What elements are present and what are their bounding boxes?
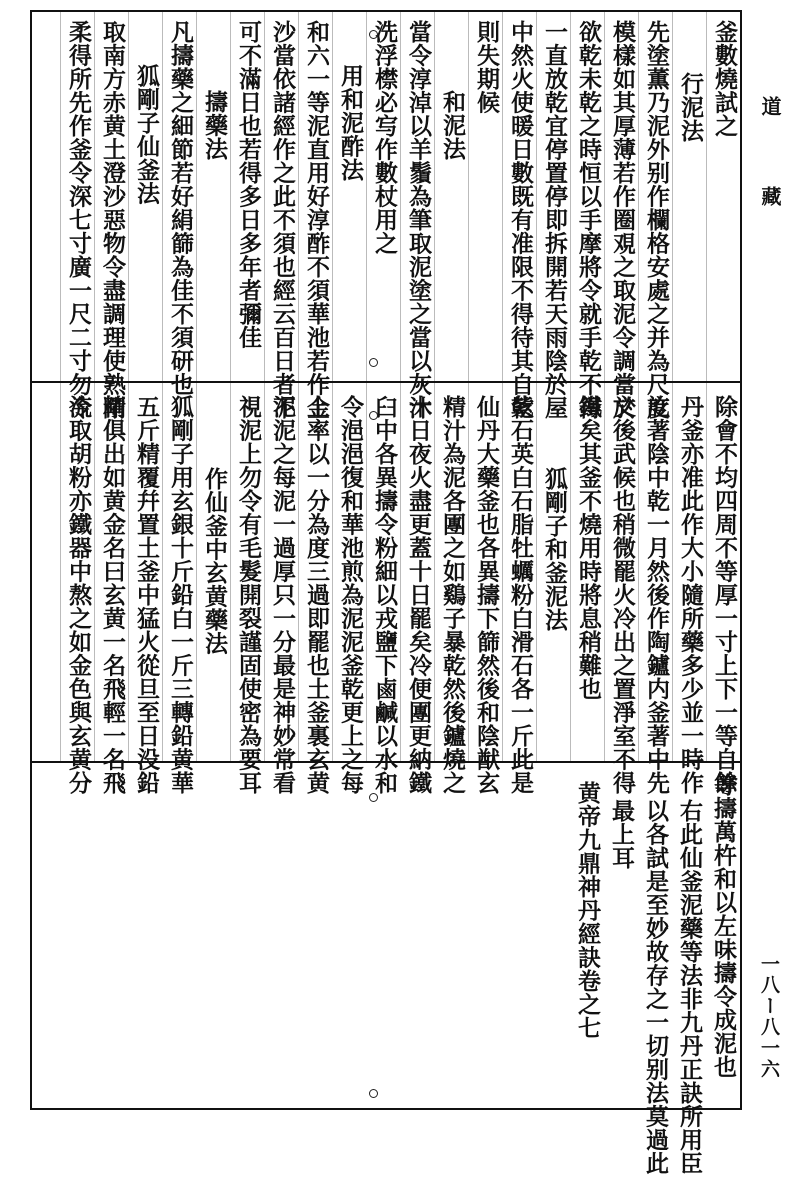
circle-mark (369, 30, 378, 39)
page-frame (30, 10, 742, 1175)
text-column: 臼中各異擣令粉細以戎鹽下鹵鹹以水和 (371, 395, 398, 795)
text-column: 精俱出如黄金名曰玄黄一名飛輕一名飛 (99, 395, 126, 795)
top-text-block (32, 12, 740, 420)
text-column: 視泥上勿令有毛髮開裂謹固使密為要耳 (235, 395, 262, 795)
text-column: 紫石英白石脂牡蠣粉白滑石各一斤此是 (507, 395, 534, 795)
text-column: 丹釜亦准此作大小隨所藥多少並一時作 (677, 395, 704, 795)
text-column: 右此仙釜泥藥等法非九丹正訣所用臣 (676, 799, 703, 1175)
text-column: 沙當依諸經作之此不須也經云百日者不 (269, 20, 296, 420)
text-column: 可不滿日也若得多日多年者彌佳 (235, 20, 262, 349)
text-column: 和六一等泥直用好淳酢不須華池若作金 (303, 20, 330, 420)
middle-text-block (32, 383, 740, 795)
text-column: 狐剛子用玄銀十斤鉛白一斤三轉鉛黄華 (167, 395, 194, 795)
text-column: 令浥浥復和華池煎為泥泥釜乾更上之每 (337, 395, 364, 795)
text-column: 以各試是至妙故存之一切别法莫過此 (642, 799, 669, 1175)
scroll-end-title: 黄帝九鼎神丹經訣卷之七 (574, 781, 601, 1040)
text-column: 柔得所先作釜令深七寸廣一尺二寸勿令 (65, 20, 92, 420)
text-column: 精汁為泥各團之如鷄子暴乾然後鑪燒之 (439, 395, 466, 795)
text-column: 等擣萬杵和以左味擣令成泥也 (710, 773, 737, 1079)
text-column: 文後武候也稍微罷火冷出之置淨室不得 (609, 395, 636, 795)
text-column: 最上耳 (608, 799, 635, 870)
section-heading: 行泥法 (677, 72, 704, 143)
collection-label-dao: 道 (758, 96, 782, 116)
text-column: 則失期候 (473, 20, 500, 114)
section-heading: 狐剛子和釜泥法 (541, 467, 568, 632)
text-column: 中然火使暖日數既有准限不得待其自乾 (507, 20, 534, 420)
circle-mark (369, 1089, 378, 1098)
section-heading: 擣藥法 (201, 90, 228, 161)
text-column: 一直放乾宜停置停即拆開若天雨陰於屋 (541, 20, 568, 420)
text-column: 模樣如其厚薄若作圈覌之取泥令調當於 (609, 20, 636, 420)
text-column: 當令淳淖以羊鬚為筆取泥塗之當以灰沐 (405, 20, 432, 420)
text-column: 十日夜火盡更蓋十日罷矣冷便團更納鐵 (405, 395, 432, 795)
text-column: 除會不均四周不等厚一寸上下一等自餘 (711, 395, 738, 795)
circle-mark (369, 411, 378, 420)
text-column: 取南方赤黄土澄沙惡物令盡調理使熟剛 (99, 20, 126, 420)
text-column: 五斤精覆幷置土釜中猛火從旦至日没鉛 (133, 395, 160, 795)
section-heading: 和泥法 (439, 90, 466, 161)
bottom-text-block (32, 763, 740, 1175)
text-column: 泥泥之每泥一過厚只一分最是神妙常看 (269, 395, 296, 795)
text-column: 流取胡粉亦鐵器中熬之如金色與玄黄分 (65, 395, 92, 795)
text-column: 仙丹大藥釜也各異擣下篩然後和陰猷玄 (473, 395, 500, 795)
section-heading: 狐剛子仙釜法 (133, 64, 160, 205)
section-heading: 用和泥酢法 (337, 64, 364, 182)
text-column: 凡擣藥之細節若好絹篩為佳不須研也 (167, 20, 194, 396)
text-column: 洗浮㯲必㝍作數杖用之 (371, 20, 398, 255)
section-heading: 作仙釜中玄黄藥法 (201, 467, 228, 655)
collection-label-zang: 藏 (758, 186, 782, 206)
text-column: 先塗薫乃泥外别作欄格安處之并為尺度 (643, 20, 670, 420)
text-column: 欲乾未乾之時恒以手摩將令就手乾不得 (575, 20, 602, 420)
circle-mark (369, 793, 378, 802)
text-column: 鐵矣其釜不燒用時將息稍難也 (575, 395, 602, 701)
circle-mark (369, 358, 378, 367)
page-number: 一八ー八一六 (758, 954, 780, 1080)
text-column: 釜數燒試之 (711, 20, 738, 138)
text-column: 上率以一分為度三過即罷也土釜裏玄黄 (303, 395, 330, 795)
text-column: 訖著陰中乾一月然後作陶鑪内釜著中先 (643, 395, 670, 795)
